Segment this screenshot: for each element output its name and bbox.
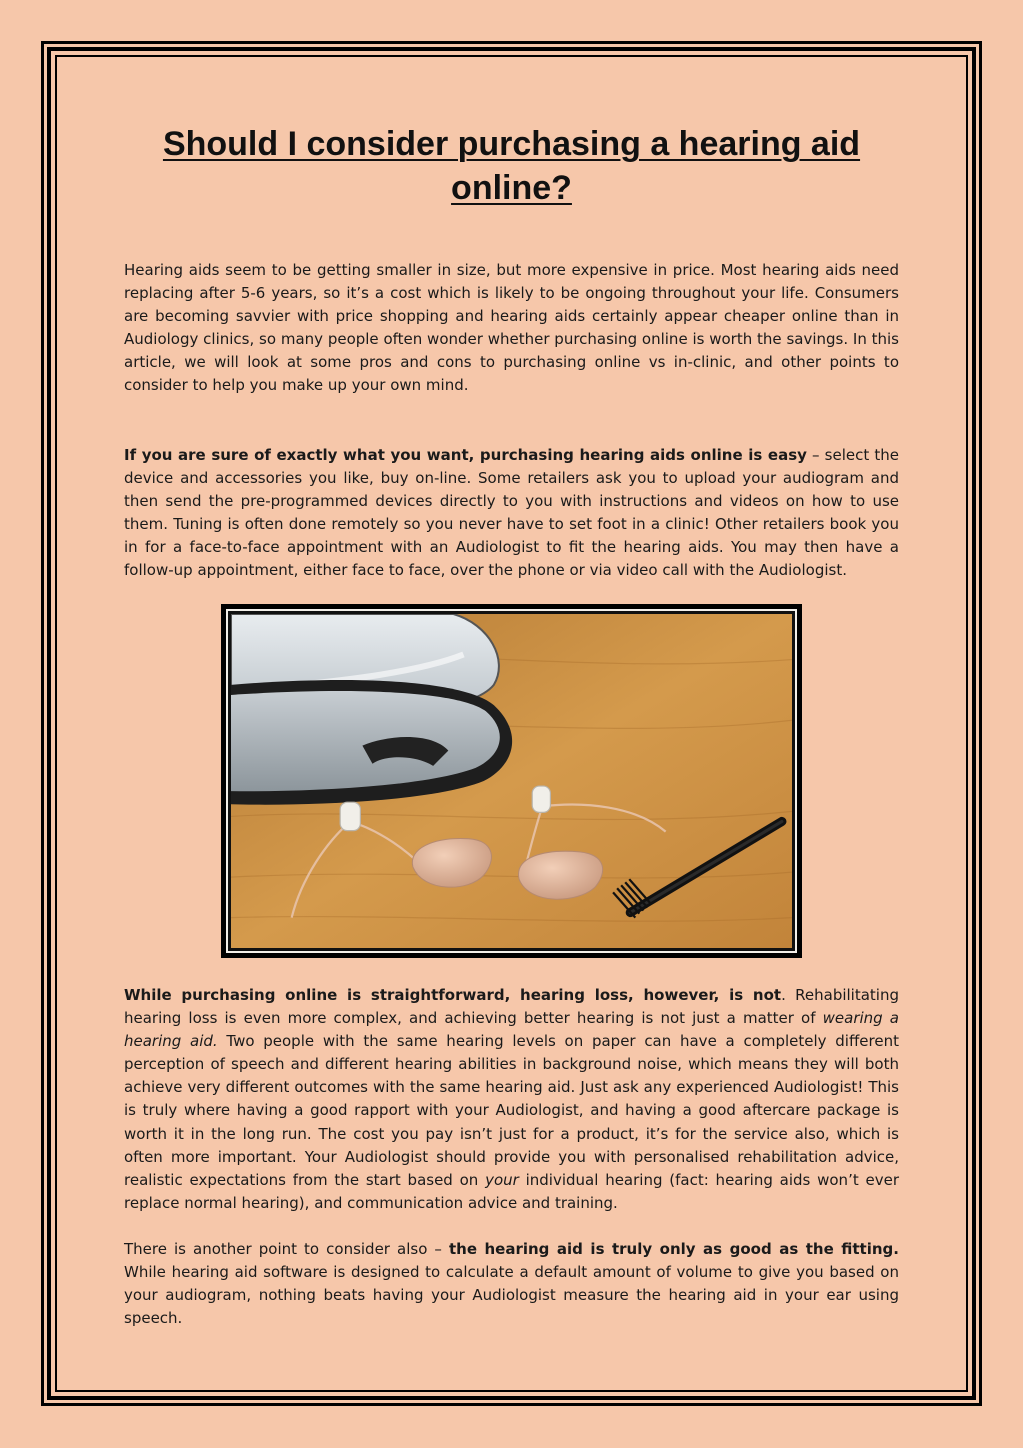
right-dome [532, 786, 550, 812]
wearing-hearing-aid-emphasis: wearing a hearing aid. [124, 1009, 899, 1051]
hearing-loss-paragraph [124, 984, 899, 1215]
online-purchase-lead: If you are sure of exactly what you want, purchasing hearing aids online is easy [124, 446, 807, 464]
fitting-text-b: While hearing aid software is designed to calculate a default amount of volume to give you based on your audiogram, nothing beats having your Audiologist measure the hearing aid in your ear using speech. [124, 1263, 899, 1328]
hearing-aids-illustration [231, 614, 792, 948]
hearing-loss-lead: While purchasing online is straightforward, hearing loss, however, is not [124, 986, 782, 1004]
left-dome [340, 802, 360, 830]
page-title: Should I consider purchasing a hearing aid online? [162, 125, 861, 207]
hearing-loss-text-b: Two people with the same hearing levels on paper can have a completely different perception of speech and different hearing abilities in background noise, which means they will both achieve very different outcomes with the same hearing aid. Just ask any experienced Audiologist! This is truly where having a good rapport with your Audiologist, and having a good aftercare package is worth it in the long run. The cost you pay isn’t just for a product, it’s for the service also, which is often more important. Your Audiologist should provide you with personalised rehabilitation advice, realistic expectations from the start based on [124, 1032, 899, 1189]
hearing-aids-photo [221, 604, 802, 958]
online-purchase-body: – select the device and accessories you like, buy on-line. Some retailers ask you to upload your audiogram and then send the pre-programmed devices directly to you with instructions and videos on how to use them. Tuning is often done remotely so you never have to set foot in a clinic! Other retailers book you in for a face-to-face appointment with an Audiologist to fit the hearing aids. You may then have a follow-up appointment, either face to face, over the phone or via video call with the Audiologist. [124, 446, 899, 580]
fitting-paragraph [124, 1238, 899, 1330]
intro-paragraph: Hearing aids seem to be getting smaller in size, but more expensive in price. Most hearing aids need replacing after 5-6 years, so it’s a cost which is likely to be ongoing throughout your life. Consumers are becoming savvier with price shopping and hearing aids certainly appear cheaper online than in Audiology clinics, so many people often wonder whether purchasing online is worth the savings. In this article, we will look at some pros and cons to purchasing online vs in-clinic, and other points to consider to help you make up your own mind. [124, 261, 899, 395]
hearing-loss-text-c: individual hearing (fact: hearing aids won’t ever replace normal hearing), and communication advice and training. [124, 1170, 900, 1212]
hearing-loss-text-a: . Rehabilitating hearing loss is even more complex, and achieving better hearing is not just a matter of [124, 986, 899, 1028]
online-purchase-paragraph [124, 444, 899, 583]
fitting-text-a: There is another point to consider also – [124, 1240, 449, 1258]
photo-inner-border [226, 609, 797, 953]
fitting-lead: the hearing aid is truly only as good as the fitting. [448, 1240, 899, 1258]
your-emphasis: your [485, 1170, 519, 1189]
